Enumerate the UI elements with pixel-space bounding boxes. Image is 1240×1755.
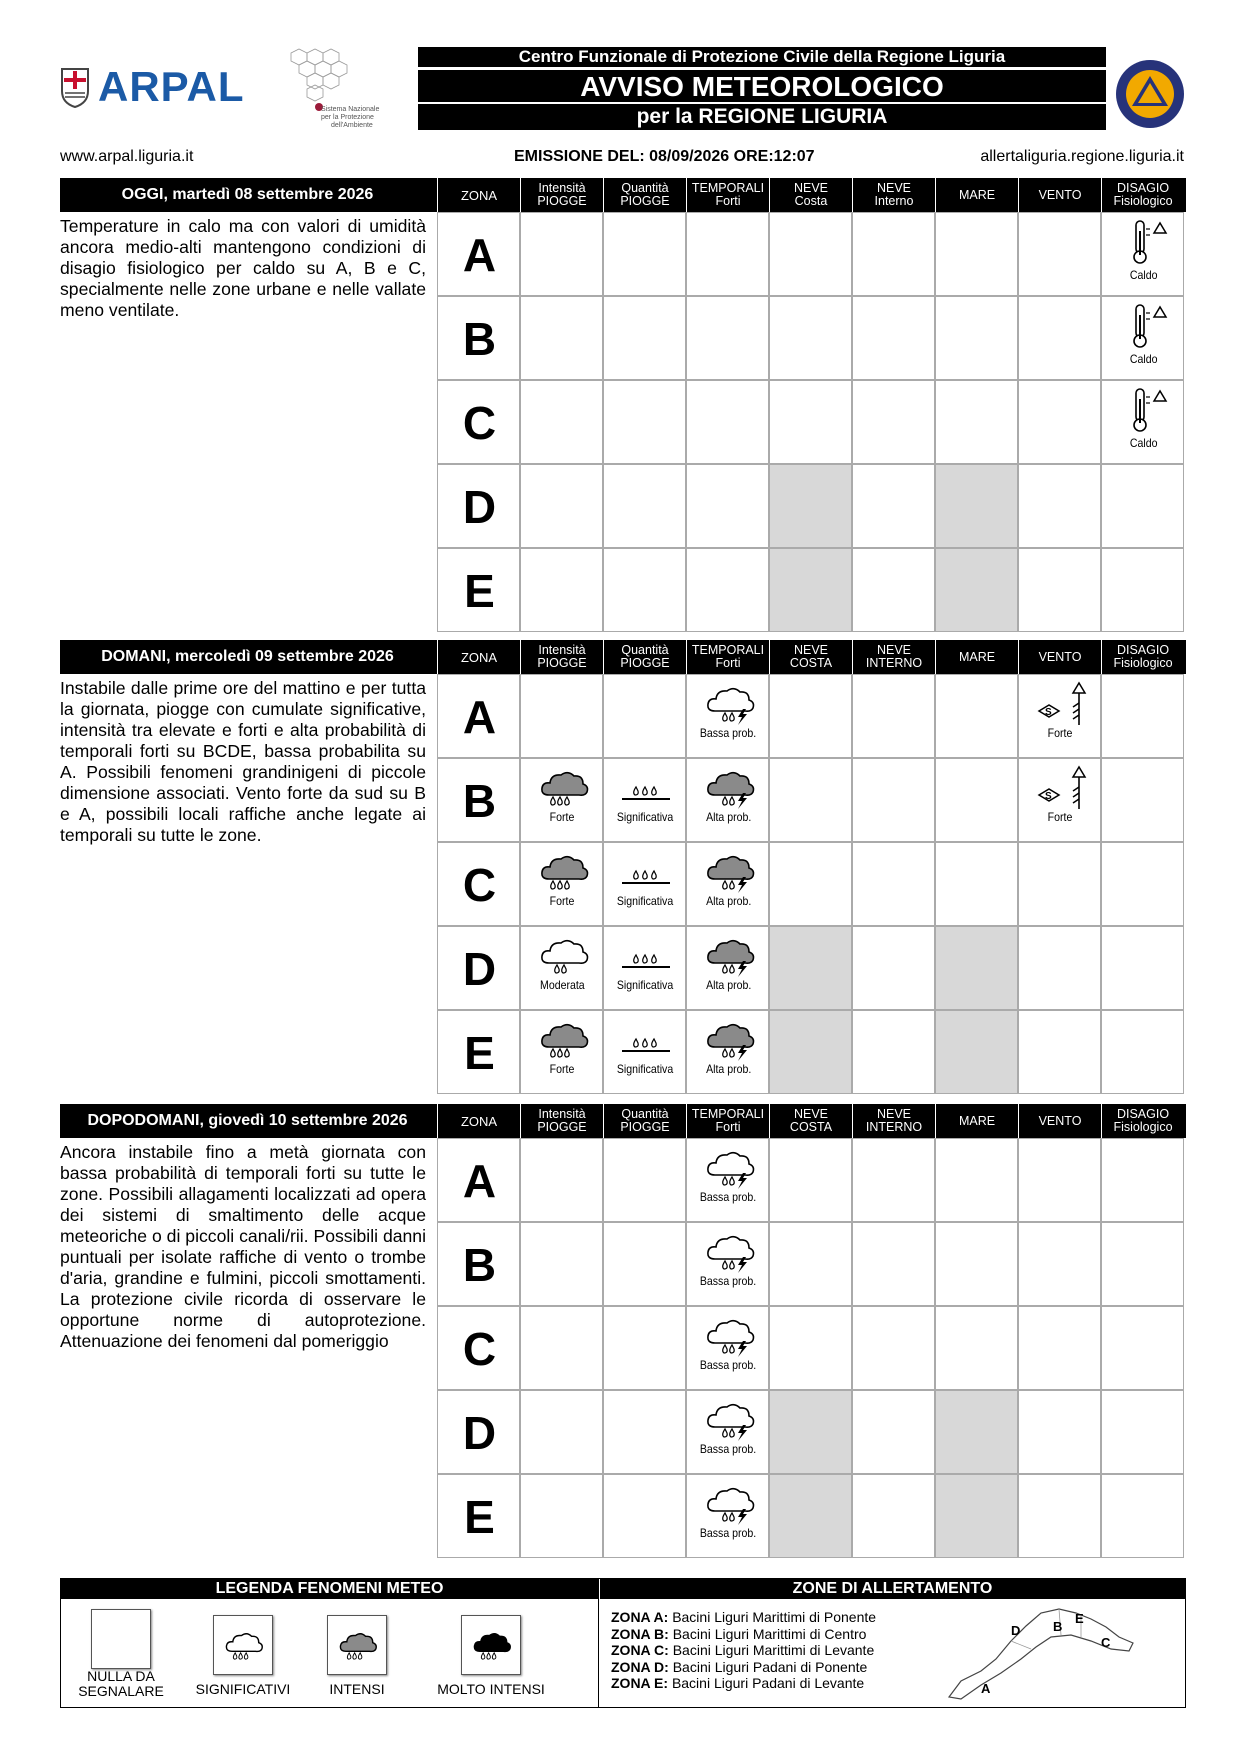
zone-cell	[437, 1222, 520, 1306]
zone-cell	[437, 842, 520, 926]
column-header: TEMPORALI Forti	[686, 178, 769, 212]
svg-text:dell'Ambiente: dell'Ambiente	[331, 122, 373, 129]
forecast-cell	[935, 758, 1018, 842]
forecast-cell	[603, 548, 686, 632]
disagio-indicator	[1102, 297, 1185, 381]
forecast-cell	[686, 1306, 769, 1390]
forecast-cell	[603, 674, 686, 758]
forecast-cell	[686, 380, 769, 464]
wind-icon	[1033, 765, 1089, 809]
section-description: Ancora instabile fino a metà giornata con bassa probabilità di temporali forti su tutte le zone. Possibili allagamenti localizzati ad opera dei sistemi di smaltimento delle acque meteoriche o di piccoli canali/rii. Possibili danni puntuali per isolate raffiche di vento o trombe d'aria, grandine e fulmini, piccoli smottamenti. La protezione civile ricorda di osservare le opportune norme di autoprotezione. Attenuazione dei fenomeni dal pomeriggio	[60, 1142, 426, 1351]
forecast-cell	[686, 1390, 769, 1474]
thunderstorm-icon	[701, 1397, 757, 1441]
temporali-indicator	[687, 1139, 770, 1223]
forecast-cell	[852, 296, 935, 380]
temporali-label: Bassa prob.	[700, 1190, 757, 1204]
map-label-b: B	[1053, 1619, 1063, 1634]
rain-quantity-icon	[616, 849, 676, 893]
emission-datetime: EMISSIONE DEL: 08/09/2026 ORE:12:07	[514, 148, 815, 165]
temporali-label: Bassa prob.	[700, 1526, 757, 1540]
rain-cloud-white-icon	[213, 1615, 273, 1675]
forecast-cell	[520, 1138, 603, 1222]
forecast-cell	[686, 548, 769, 632]
disagio-indicator	[1102, 381, 1185, 465]
rain-intensity-icon	[535, 765, 591, 809]
rain-intensity-icon	[535, 849, 591, 893]
forecast-cell	[686, 1010, 769, 1094]
column-header: TEMPORALI Forti	[686, 1104, 769, 1138]
forecast-cell	[769, 1222, 852, 1306]
forecast-cell	[1018, 464, 1101, 548]
vento-label: Forte	[1048, 810, 1073, 824]
forecast-cell	[520, 464, 603, 548]
forecast-cell	[769, 1474, 852, 1558]
column-header: VENTO	[1018, 640, 1101, 674]
forecast-cell	[852, 464, 935, 548]
forecast-cell	[935, 674, 1018, 758]
arpal-logo	[60, 62, 260, 112]
zone-letter: B	[462, 313, 497, 365]
zone-letter: A	[462, 691, 497, 743]
legend-item-nulla: NULLA DA SEGNALARE	[61, 1609, 181, 1699]
forecast-cell	[686, 674, 769, 758]
forecast-cell	[1018, 212, 1101, 296]
zone-cell	[437, 464, 520, 548]
forecast-cell	[520, 380, 603, 464]
column-header: DISAGIO Fisiologico	[1101, 640, 1184, 674]
forecast-cell	[1101, 674, 1184, 758]
thermometer-heat-icon	[1116, 303, 1172, 351]
quantita-indicator	[604, 843, 687, 927]
forecast-cell	[1018, 296, 1101, 380]
temporali-label: Bassa prob.	[700, 1442, 757, 1456]
column-header: ZONA	[437, 1104, 520, 1138]
forecast-cell	[935, 1474, 1018, 1558]
quantita-label: Significativa	[617, 978, 674, 992]
forecast-cell	[520, 758, 603, 842]
forecast-cell	[852, 1010, 935, 1094]
temporali-label: Bassa prob.	[700, 1274, 757, 1288]
liguria-zones-map	[941, 1601, 1141, 1705]
zone-letter: E	[464, 1027, 495, 1079]
section-description: Temperature in calo ma con valori di umidità ancora medio-alti mantengono condizioni di disagio fisiologico per caldo su A, B e C, specialmente nelle zone urbane e nelle vallate meno ventilate.	[60, 216, 426, 320]
forecast-cell	[852, 1306, 935, 1390]
temporali-indicator	[687, 1307, 770, 1391]
column-header: DISAGIO Fisiologico	[1101, 178, 1184, 212]
forecast-cell	[1018, 1474, 1101, 1558]
thermometer-heat-icon	[1116, 387, 1172, 435]
column-header: MARE	[935, 640, 1018, 674]
temporali-label: Alta prob.	[705, 894, 752, 908]
zone-cell	[437, 1390, 520, 1474]
quantita-indicator	[604, 759, 687, 843]
column-header: Intensità PIOGGE	[520, 178, 603, 212]
map-label-c: C	[1101, 1635, 1111, 1650]
forecast-section-3	[60, 1104, 1186, 1558]
forecast-cell	[603, 1306, 686, 1390]
legend-title: LEGENDA FENOMENI METEO	[61, 1579, 598, 1599]
forecast-cell	[686, 464, 769, 548]
zone-c-desc: ZONA C: Bacini Liguri Marittimi di Levante	[611, 1642, 875, 1658]
forecast-cell	[1101, 1138, 1184, 1222]
rain-intensity-icon	[535, 933, 591, 977]
zone-letter: C	[462, 859, 497, 911]
forecast-cell	[686, 212, 769, 296]
forecast-cell	[935, 380, 1018, 464]
column-header: MARE	[935, 1104, 1018, 1138]
forecast-cell	[1018, 758, 1101, 842]
column-header: ZONA	[437, 640, 520, 674]
snpa-logo	[285, 45, 415, 133]
column-header: NEVE Costa	[769, 178, 852, 212]
column-header: Quantità PIOGGE	[603, 1104, 686, 1138]
forecast-cell	[769, 296, 852, 380]
section-header	[60, 178, 1186, 212]
disagio-label: Caldo	[1129, 436, 1158, 450]
forecast-cell	[1101, 1306, 1184, 1390]
forecast-cell	[686, 926, 769, 1010]
intensita-indicator	[521, 1011, 604, 1095]
forecast-cell	[769, 1010, 852, 1094]
forecast-cell	[769, 1138, 852, 1222]
zone-cell	[437, 674, 520, 758]
header-region: per la REGIONE LIGURIA	[418, 104, 1106, 130]
temporali-indicator	[687, 759, 770, 843]
temporali-indicator	[687, 843, 770, 927]
zone-letter: D	[462, 943, 497, 995]
temporali-indicator	[687, 1391, 770, 1475]
rain-intensity-icon	[535, 1017, 591, 1061]
column-header: TEMPORALI Forti	[686, 640, 769, 674]
forecast-cell	[935, 1010, 1018, 1094]
zone-letter: B	[462, 775, 497, 827]
legend-item-significativi: SIGNIFICATIVI	[183, 1615, 303, 1697]
forecast-cell	[935, 296, 1018, 380]
zone-d-desc: ZONA D: Bacini Liguri Padani di Ponente	[611, 1658, 868, 1675]
thermometer-heat-icon	[1116, 219, 1172, 267]
forecast-cell	[520, 1010, 603, 1094]
forecast-cell	[603, 464, 686, 548]
thunderstorm-icon	[701, 933, 757, 977]
forecast-cell	[520, 1306, 603, 1390]
forecast-cell	[1018, 1222, 1101, 1306]
intensita-label: Forte	[550, 1062, 575, 1076]
forecast-cell	[1018, 1306, 1101, 1390]
forecast-cell	[852, 548, 935, 632]
forecast-cell	[1101, 842, 1184, 926]
intensita-indicator	[521, 759, 604, 843]
forecast-cell	[935, 1390, 1018, 1474]
emission-row	[60, 148, 1184, 168]
forecast-cell	[603, 1138, 686, 1222]
legend-item-molto-intensi: MOLTO INTENSI	[431, 1615, 551, 1697]
temporali-label: Bassa prob.	[700, 1358, 757, 1372]
thunderstorm-icon	[701, 849, 757, 893]
zone-cell	[437, 380, 520, 464]
column-header: NEVE COSTA	[769, 640, 852, 674]
zone-letter: A	[462, 1155, 497, 1207]
zone-e-desc: ZONA E: Bacini Liguri Padani di Levante	[611, 1675, 865, 1691]
forecast-cell	[520, 842, 603, 926]
quantita-label: Significativa	[617, 894, 674, 908]
forecast-cell	[1101, 1390, 1184, 1474]
forecast-cell	[686, 842, 769, 926]
header-centro-funzionale: Centro Funzionale di Protezione Civile della Regione Liguria	[418, 47, 1106, 67]
forecast-cell	[935, 926, 1018, 1010]
temporali-label: Alta prob.	[705, 1062, 752, 1076]
forecast-cell	[852, 758, 935, 842]
forecast-cell	[603, 926, 686, 1010]
thunderstorm-icon	[701, 765, 757, 809]
rain-quantity-icon	[616, 1017, 676, 1061]
vento-label: Forte	[1048, 726, 1073, 740]
thunderstorm-icon	[701, 681, 757, 725]
forecast-cell	[1018, 1138, 1101, 1222]
vento-indicator	[1019, 675, 1102, 759]
forecast-cell	[935, 1306, 1018, 1390]
forecast-cell	[686, 758, 769, 842]
rain-quantity-icon	[616, 765, 676, 809]
forecast-cell	[1018, 1390, 1101, 1474]
temporali-indicator	[687, 1011, 770, 1095]
column-header: NEVE INTERNO	[852, 1104, 935, 1138]
rain-quantity-icon	[616, 933, 676, 977]
legend-panel	[60, 1578, 1186, 1708]
allerta-site-link[interactable]: allertaliguria.regione.liguria.it	[980, 148, 1184, 165]
zone-letter: C	[462, 1323, 497, 1375]
forecast-cell	[1101, 1222, 1184, 1306]
temporali-indicator	[687, 1475, 770, 1559]
forecast-cell	[686, 1474, 769, 1558]
forecast-cell	[686, 1138, 769, 1222]
intensita-label: Forte	[550, 810, 575, 824]
forecast-cell	[1101, 464, 1184, 548]
forecast-cell	[935, 548, 1018, 632]
forecast-cell	[769, 758, 852, 842]
forecast-cell	[603, 1474, 686, 1558]
forecast-cell	[852, 380, 935, 464]
arpal-site-link[interactable]: www.arpal.liguria.it	[60, 148, 194, 165]
forecast-cell	[1101, 758, 1184, 842]
section-header	[60, 1104, 1186, 1138]
forecast-cell	[769, 380, 852, 464]
forecast-cell	[603, 842, 686, 926]
forecast-cell	[603, 296, 686, 380]
quantita-label: Significativa	[617, 810, 674, 824]
forecast-cell	[603, 1010, 686, 1094]
rain-cloud-black-icon	[461, 1615, 521, 1675]
zone-letter: E	[464, 1491, 495, 1543]
forecast-cell	[1018, 548, 1101, 632]
forecast-cell	[852, 926, 935, 1010]
forecast-cell	[769, 926, 852, 1010]
zone-letter: B	[462, 1239, 497, 1291]
zone-cell	[437, 212, 520, 296]
section-title: DOPODOMANI, giovedì 10 settembre 2026	[87, 1112, 408, 1129]
column-header: NEVE COSTA	[769, 1104, 852, 1138]
forecast-cell	[935, 1222, 1018, 1306]
zone-letter: D	[462, 1407, 497, 1459]
temporali-indicator	[687, 675, 770, 759]
empty-box-icon	[91, 1609, 151, 1669]
quantita-label: Significativa	[617, 1062, 674, 1076]
forecast-cell	[1101, 1474, 1184, 1558]
forecast-cell	[852, 1222, 935, 1306]
forecast-cell	[520, 1474, 603, 1558]
forecast-cell	[1101, 212, 1184, 296]
thunderstorm-icon	[701, 1481, 757, 1525]
forecast-cell	[520, 212, 603, 296]
wind-icon	[1033, 681, 1089, 725]
thunderstorm-icon	[701, 1313, 757, 1357]
forecast-cell	[603, 1390, 686, 1474]
quantita-indicator	[604, 1011, 687, 1095]
section-header	[60, 640, 1186, 674]
column-header: NEVE Interno	[852, 178, 935, 212]
zone-a-desc: ZONA A: Bacini Liguri Marittimi di Ponente	[611, 1609, 877, 1625]
zone-letter: C	[462, 397, 497, 449]
map-label-a: A	[981, 1681, 991, 1696]
zone-letter: E	[464, 565, 495, 617]
zone-cell	[437, 926, 520, 1010]
forecast-cell	[1018, 380, 1101, 464]
column-header: VENTO	[1018, 178, 1101, 212]
zone-cell	[437, 758, 520, 842]
forecast-cell	[1101, 926, 1184, 1010]
svg-text:S: S	[1044, 707, 1052, 718]
zone-cell	[437, 1474, 520, 1558]
forecast-cell	[520, 548, 603, 632]
map-label-e: E	[1075, 1611, 1084, 1626]
forecast-cell	[1018, 926, 1101, 1010]
column-header: Quantità PIOGGE	[603, 178, 686, 212]
temporali-indicator	[687, 1223, 770, 1307]
zone-letter: A	[462, 229, 497, 281]
rain-cloud-gray-icon	[327, 1615, 387, 1675]
forecast-cell	[852, 674, 935, 758]
zones-title: ZONE DI ALLERTAMENTO	[600, 1579, 1185, 1599]
quantita-indicator	[604, 927, 687, 1011]
zone-cell	[437, 1138, 520, 1222]
forecast-cell	[603, 1222, 686, 1306]
forecast-cell	[520, 1222, 603, 1306]
column-header: Intensità PIOGGE	[520, 640, 603, 674]
zone-cell	[437, 1010, 520, 1094]
forecast-cell	[1101, 380, 1184, 464]
forecast-cell	[686, 1222, 769, 1306]
column-header: VENTO	[1018, 1104, 1101, 1138]
forecast-cell	[852, 1390, 935, 1474]
temporali-label: Alta prob.	[705, 978, 752, 992]
column-header: ZONA	[437, 178, 520, 212]
forecast-cell	[1101, 548, 1184, 632]
forecast-cell	[769, 1306, 852, 1390]
header-title-block	[418, 47, 1106, 130]
zone-cell	[437, 296, 520, 380]
forecast-cell	[520, 926, 603, 1010]
legend-item-intensi: INTENSI	[297, 1615, 417, 1697]
forecast-cell	[603, 758, 686, 842]
forecast-cell	[852, 1474, 935, 1558]
thunderstorm-icon	[701, 1229, 757, 1273]
disagio-indicator	[1102, 213, 1185, 297]
forecast-cell	[935, 1138, 1018, 1222]
forecast-cell	[1018, 1010, 1101, 1094]
zone-letter: D	[462, 481, 497, 533]
forecast-cell	[769, 212, 852, 296]
intensita-label: Moderata	[540, 978, 585, 992]
vento-indicator	[1019, 759, 1102, 843]
column-header: MARE	[935, 178, 1018, 212]
forecast-cell	[935, 212, 1018, 296]
zone-b-desc: ZONA B: Bacini Liguri Marittimi di Centro	[611, 1625, 867, 1642]
section-title: DOMANI, mercoledì 09 settembre 2026	[101, 648, 394, 665]
forecast-cell	[852, 212, 935, 296]
disagio-label: Caldo	[1129, 352, 1158, 366]
forecast-cell	[520, 296, 603, 380]
forecast-section-1	[60, 178, 1186, 632]
disagio-label: Caldo	[1129, 268, 1158, 282]
forecast-cell	[1101, 296, 1184, 380]
forecast-cell	[520, 1390, 603, 1474]
forecast-cell	[603, 212, 686, 296]
forecast-cell	[1101, 1010, 1184, 1094]
forecast-cell	[852, 1138, 935, 1222]
forecast-cell	[520, 674, 603, 758]
column-header: DISAGIO Fisiologico	[1101, 1104, 1184, 1138]
column-header: Intensità PIOGGE	[520, 1104, 603, 1138]
forecast-cell	[1018, 842, 1101, 926]
column-header: NEVE INTERNO	[852, 640, 935, 674]
intensita-indicator	[521, 927, 604, 1011]
svg-text:S: S	[1044, 791, 1052, 802]
map-label-d: D	[1011, 1623, 1021, 1638]
forecast-cell	[935, 842, 1018, 926]
temporali-label: Alta prob.	[705, 810, 752, 824]
thunderstorm-icon	[701, 1017, 757, 1061]
intensita-indicator	[521, 843, 604, 927]
page-title: AVVISO METEOROLOGICO	[418, 69, 1106, 102]
arpal-wordmark: ARPAL	[98, 63, 245, 110]
thunderstorm-icon	[701, 1145, 757, 1189]
forecast-cell	[769, 842, 852, 926]
forecast-cell	[603, 380, 686, 464]
zone-cell	[437, 548, 520, 632]
forecast-cell	[1018, 674, 1101, 758]
svg-text:per la Protezione: per la Protezione	[321, 114, 374, 121]
forecast-cell	[769, 1390, 852, 1474]
forecast-cell	[935, 464, 1018, 548]
forecast-cell	[686, 296, 769, 380]
temporali-label: Bassa prob.	[700, 726, 757, 740]
column-header: Quantità PIOGGE	[603, 640, 686, 674]
zone-list	[611, 1609, 876, 1692]
svg-text:Sistema Nazionale: Sistema Nazionale	[321, 106, 380, 113]
forecast-cell	[769, 674, 852, 758]
liguria-crest-icon	[60, 65, 90, 109]
section-title: OGGI, martedì 08 settembre 2026	[121, 186, 374, 203]
protezione-civile-logo	[1114, 58, 1186, 130]
section-description: Instabile dalle prime ore del mattino e per tutta la giornata, piogge con cumulate significative, intensità tra elevate e forti e alta probabilità di temporali forti su BCDE, bassa probabilita su A. Possibili fenomeni grandinigeni di piccole dimensione associati. Vento forte da sud su B e A, possibili locali raffiche anche legate ai temporali su tutte le zone.	[60, 678, 426, 845]
zone-cell	[437, 1306, 520, 1390]
forecast-cell	[769, 464, 852, 548]
forecast-section-2	[60, 640, 1186, 1094]
intensita-label: Forte	[550, 894, 575, 908]
forecast-cell	[852, 842, 935, 926]
forecast-cell	[769, 548, 852, 632]
temporali-indicator	[687, 927, 770, 1011]
